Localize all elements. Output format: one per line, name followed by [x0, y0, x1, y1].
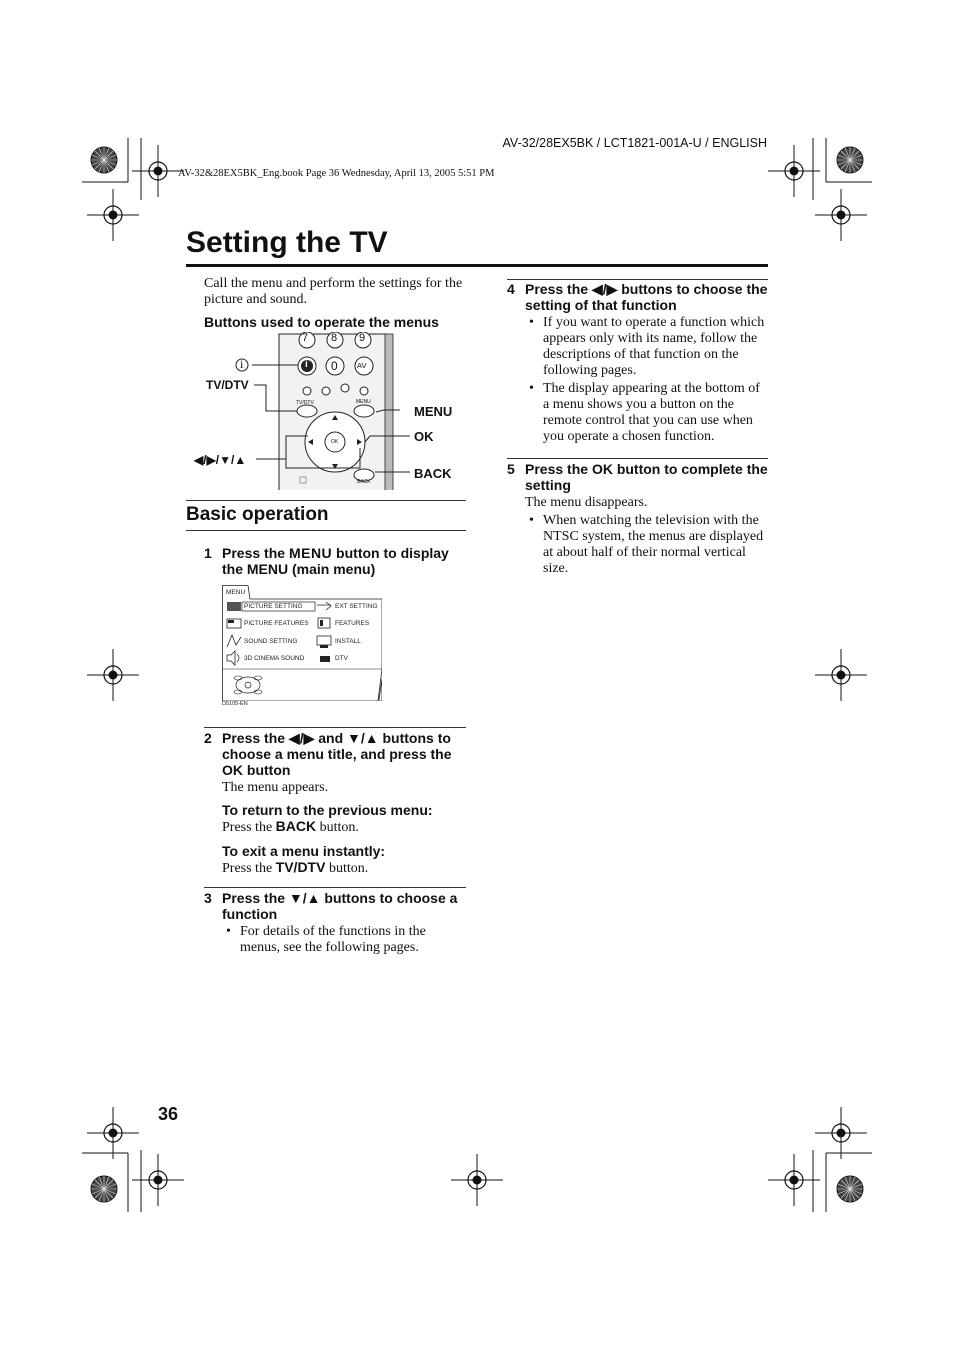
step-3 — [204, 890, 466, 956]
exit-text-a: Press the — [222, 861, 276, 876]
step-3-title: Press the ▼/▲ buttons to choose a function — [222, 890, 458, 922]
step-5-body: The menu disappears. — [525, 495, 648, 510]
key-menu-small: MENU — [356, 399, 371, 405]
label-arrows: ◀/▶/▼/▲ — [194, 453, 247, 467]
back-button-text: BACK — [275, 818, 317, 834]
menu-item-right-0: EXT SETTING — [335, 603, 378, 610]
step-2-body: The menu appears. — [222, 780, 329, 795]
step-5-text-b: button to complete the setting — [525, 461, 768, 493]
key-9: 9 — [359, 332, 366, 344]
step-4 — [507, 281, 768, 445]
step-2-text-b: button — [243, 762, 291, 778]
step-2 — [204, 730, 466, 877]
step-5-text-a: Press the — [525, 461, 592, 477]
step-5-bullets — [525, 513, 768, 577]
menu-item-left-0: PICTURE SETTING — [244, 603, 303, 610]
menu-item-left-2: SOUND SETTING — [244, 638, 298, 645]
step-1-text-a: Press the — [222, 545, 289, 561]
exit-text — [222, 859, 466, 877]
step-3-rule — [204, 887, 466, 888]
key-0: 0 — [331, 359, 338, 373]
step-5-rule — [507, 458, 768, 459]
step-4-bullet-1: • If you want to operate a function which appears only with its name, follow the descriptions of that function on the following pages. — [525, 315, 768, 379]
step-3-bullet: • For details of the functions in the menus, see the following pages. — [222, 924, 466, 956]
step-2-number: 2 — [204, 730, 212, 746]
step-5-bullet: • When watching the television with the NTSC system, the menus are displayed at about half of their normal vertical size. — [525, 513, 768, 577]
step-2-rule — [204, 727, 466, 728]
buttons-heading: Buttons used to operate the menus — [204, 314, 439, 330]
menu-item-left-3: 3D CINEMA SOUND — [244, 655, 305, 662]
menu-tab: MENU — [226, 589, 246, 596]
basic-operation-heading: Basic operation — [186, 504, 329, 525]
tvdtv-button-text: TV/DTV — [275, 859, 326, 875]
page-title: Setting the TV — [186, 226, 388, 259]
intro-text: Call the menu and perform the settings for the picture and sound. — [204, 276, 463, 307]
step-1-number: 1 — [204, 545, 212, 561]
step-4-bullet-2: • The display appearing at the bottom of a menu shows you a button on the remote control that you can use when you operate a chosen function. — [525, 381, 768, 445]
doc-id-header: AV-32/28EX5BK / LCT1821-001A-U / ENGLISH — [502, 136, 767, 150]
step-1-title — [222, 545, 466, 577]
return-text-a: Press the — [222, 820, 276, 835]
step-4-bullets — [525, 315, 768, 445]
key-back-small: BACK — [357, 479, 371, 485]
menu-screen — [222, 585, 382, 701]
label-menu: MENU — [414, 404, 453, 419]
step-4-rule — [507, 279, 768, 280]
menu-screen-code: D5105-EN — [222, 701, 248, 707]
title-rule — [186, 264, 768, 267]
step-4-number: 4 — [507, 281, 515, 297]
key-7: 7 — [302, 332, 309, 344]
label-tvdtv: TV/DTV — [206, 378, 249, 392]
step-1-menu-button-text: MENU — [288, 545, 333, 561]
exit-text-b: button. — [325, 861, 369, 876]
basic-op-bottom-rule — [186, 530, 466, 531]
step-3-number: 3 — [204, 890, 212, 906]
step-2-text-a: Press the ◀/▶ and ▼/▲ buttons to choose a menu title, and press the — [222, 730, 452, 762]
step-1-text-b: button to display the MENU (main menu) — [222, 545, 449, 577]
key-8: 8 — [331, 332, 338, 344]
return-heading: To return to the previous menu: — [222, 802, 433, 818]
page-number: 36 — [158, 1104, 179, 1124]
menu-item-right-3: DTV — [335, 655, 348, 662]
basic-op-top-rule — [186, 500, 466, 501]
label-back: BACK — [414, 466, 452, 481]
key-tvdtv-small: TV/DTV — [296, 400, 314, 406]
label-ok: OK — [414, 429, 434, 444]
info-icon: i — [240, 357, 244, 371]
step-5-title — [525, 461, 768, 493]
step-5-ok-text: OK — [591, 461, 613, 477]
info-key-glyph: i — [305, 359, 308, 370]
step-1 — [204, 545, 466, 577]
step-5-number: 5 — [507, 461, 515, 477]
step-5 — [507, 461, 768, 577]
menu-item-left-1: PICTURE FEATURES — [244, 620, 309, 627]
menu-item-right-1: FEATURES — [335, 620, 370, 627]
step-4-title: Press the ◀/▶ buttons to choose the setting of that function — [525, 281, 768, 313]
exit-heading: To exit a menu instantly: — [222, 843, 386, 859]
return-text — [222, 818, 466, 836]
return-text-b: button. — [316, 820, 359, 835]
book-info-line: AV-32&28EX5BK_Eng.book Page 36 Wednesday, April 13, 2005 5:51 PM — [178, 168, 495, 179]
remote-illustration — [190, 332, 470, 490]
key-av: AV — [357, 361, 367, 370]
step-2-ok-text: OK — [222, 762, 243, 778]
step-2-title — [222, 730, 466, 778]
step-3-bullets — [222, 924, 466, 956]
menu-item-right-2: INSTALL — [335, 638, 361, 645]
key-ok-small: OK — [331, 439, 339, 445]
